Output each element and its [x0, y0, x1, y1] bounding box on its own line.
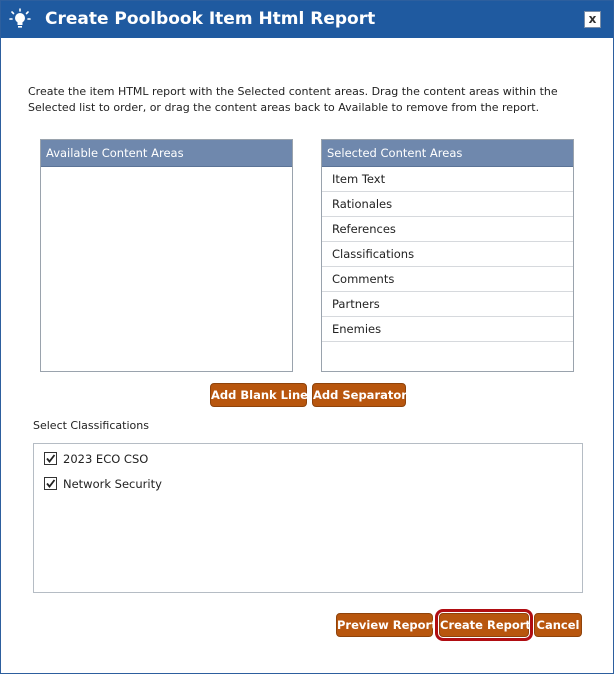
selected-content-item[interactable]: Partners — [322, 292, 573, 317]
add-blank-line-button[interactable]: Add Blank Line — [210, 383, 307, 407]
create-report-button[interactable]: Create Report — [439, 613, 529, 637]
add-separator-button[interactable]: Add Separator — [312, 383, 406, 407]
select-classifications-label: Select Classifications — [33, 419, 149, 432]
selected-list-header: Selected Content Areas — [322, 140, 573, 167]
selected-content-item[interactable]: Rationales — [322, 192, 573, 217]
instructions-text: Create the item HTML report with the Selected content areas. Drag the content areas within the Selected list to order, or drag the content areas back to Available to remove from the report. — [28, 85, 558, 114]
classification-row — [34, 446, 582, 471]
classifications-list — [33, 443, 583, 593]
checkmark-icon — [45, 453, 56, 464]
classification-checkbox[interactable] — [44, 477, 57, 490]
classification-checkbox[interactable] — [44, 452, 57, 465]
selected-content-item[interactable]: Item Text — [322, 167, 573, 192]
close-button[interactable]: x — [584, 11, 601, 28]
available-list-header: Available Content Areas — [41, 140, 292, 167]
selected-content-item[interactable]: Classifications — [322, 242, 573, 267]
selected-content-item[interactable]: Enemies — [322, 317, 573, 342]
lightbulb-icon — [9, 8, 31, 30]
preview-report-button[interactable]: Preview Report — [336, 613, 433, 637]
checkmark-icon — [45, 478, 56, 489]
cancel-button[interactable]: Cancel — [534, 613, 582, 637]
classification-label: 2023 ECO CSO — [63, 451, 149, 466]
classification-label: Network Security — [63, 476, 162, 491]
available-content-areas-list[interactable] — [40, 139, 293, 372]
selected-content-areas-list[interactable] — [321, 139, 574, 372]
classification-items — [34, 444, 582, 496]
selected-content-item[interactable]: Comments — [322, 267, 573, 292]
dialog-title: Create Poolbook Item Html Report — [45, 9, 376, 29]
selected-content-item[interactable]: References — [322, 217, 573, 242]
selected-items — [322, 167, 573, 342]
title-bar — [1, 1, 613, 38]
classification-row — [34, 471, 582, 496]
